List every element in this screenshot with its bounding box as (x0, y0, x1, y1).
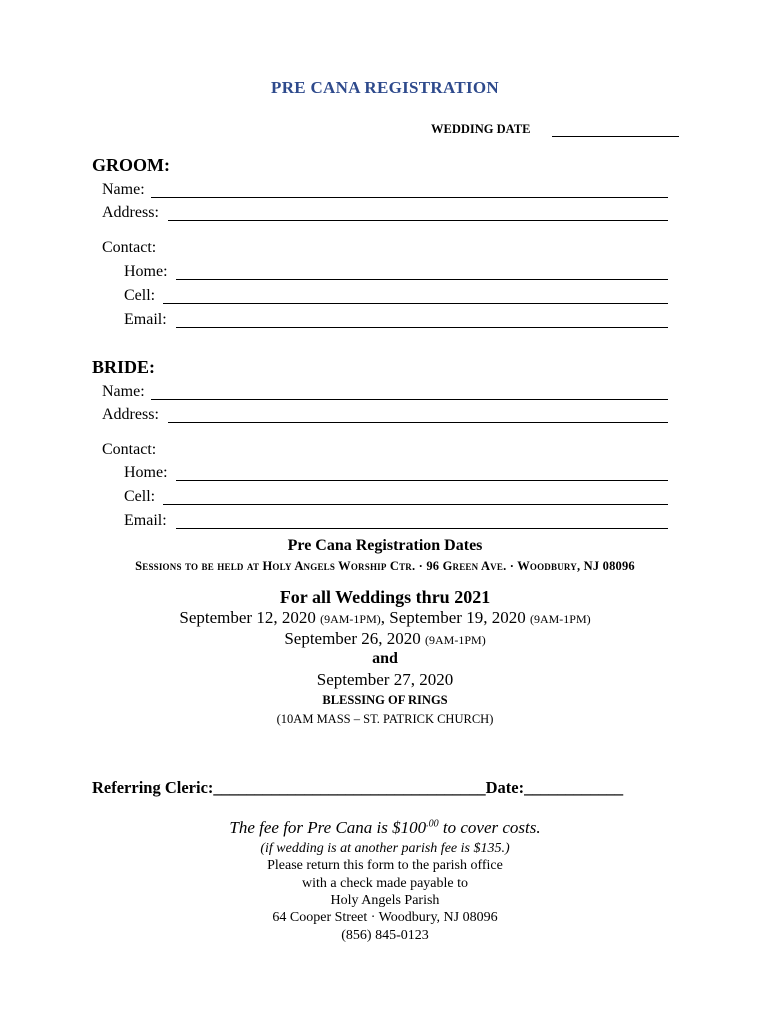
groom-home-field[interactable] (176, 279, 668, 280)
groom-heading: GROOM: (92, 155, 170, 175)
form-title: PRE CANA REGISTRATION (271, 78, 499, 97)
groom-name-field[interactable] (151, 197, 668, 198)
bride-address-field[interactable] (168, 422, 668, 423)
parish-phone: (856) 845-0123 (341, 928, 429, 943)
groom-address-label: Address: (102, 204, 159, 221)
session-time-2: (9AM-1PM) (529, 612, 591, 626)
groom-cell-label: Cell: (124, 287, 156, 304)
session-date-3: September 26, 2020 (284, 629, 421, 648)
groom-name-label: Name: (102, 181, 145, 198)
bride-name-field[interactable] (151, 399, 668, 400)
return-instructions-2: with a check made payable to (302, 876, 468, 891)
wedding-date-field[interactable] (552, 136, 679, 137)
bride-heading: BRIDE: (92, 357, 156, 377)
and-label: and (372, 650, 398, 667)
blessing-of-rings: BLESSING OF RINGS (322, 693, 448, 707)
parish-name: Holy Angels Parish (330, 893, 440, 908)
session-dates-row-2 (0, 629, 770, 649)
groom-home-label: Home: (124, 263, 168, 280)
session-time-3: (9AM-1PM) (425, 633, 486, 647)
bride-contact-label: Contact: (102, 441, 157, 458)
session-dates-row-1: September 12, 2020 (9AM-1PM), September 19, 2020 (9AM-1PM) (179, 608, 591, 627)
bride-address-label: Address: (102, 406, 159, 423)
groom-address-field[interactable] (168, 220, 668, 221)
fee-text: The fee for Pre Cana is $100 (229, 818, 427, 837)
bride-cell-field[interactable] (163, 504, 668, 505)
return-instructions-1: Please return this form to the parish office (267, 858, 503, 873)
bride-cell-label: Cell: (124, 488, 156, 505)
session-date-1: September 12, 2020 (179, 608, 316, 627)
session-date-2: September 19, 2020 (389, 608, 526, 627)
groom-cell-field[interactable] (163, 303, 668, 304)
fee-cents: .00 (426, 818, 439, 830)
groom-email-field[interactable] (176, 327, 668, 328)
registration-dates-heading: Pre Cana Registration Dates (287, 537, 483, 554)
other-parish-fee: (if wedding is at another parish fee is $135.) (260, 841, 510, 856)
groom-contact-label: Contact: (102, 239, 157, 256)
fee-text-after: to cover costs. (438, 818, 541, 837)
session-date-4: September 27, 2020 (316, 670, 454, 689)
mass-note: (10AM MASS – ST. PATRICK CHURCH) (276, 712, 494, 726)
bride-email-field[interactable] (176, 528, 668, 529)
groom-email-label: Email: (124, 311, 167, 328)
bride-home-field[interactable] (176, 480, 668, 481)
sessions-location-note: Sessions to be held at Holy Angels Worship Ctr. · 96 Green Ave. · Woodbury, NJ 08096 (135, 559, 635, 573)
bride-home-label: Home: (124, 464, 168, 481)
session-time-1: (9AM-1PM) (320, 612, 381, 626)
bride-name-label: Name: (102, 383, 145, 400)
bride-email-label: Email: (124, 512, 167, 529)
fee-statement (0, 818, 770, 838)
all-weddings-heading: For all Weddings thru 2021 (279, 587, 491, 607)
wedding-date-label: WEDDING DATE (431, 122, 531, 136)
parish-address: 64 Cooper Street · Woodbury, NJ 08096 (272, 910, 498, 925)
referring-cleric-line[interactable]: Referring Cleric:_________________________________Date:____________ (92, 778, 624, 797)
